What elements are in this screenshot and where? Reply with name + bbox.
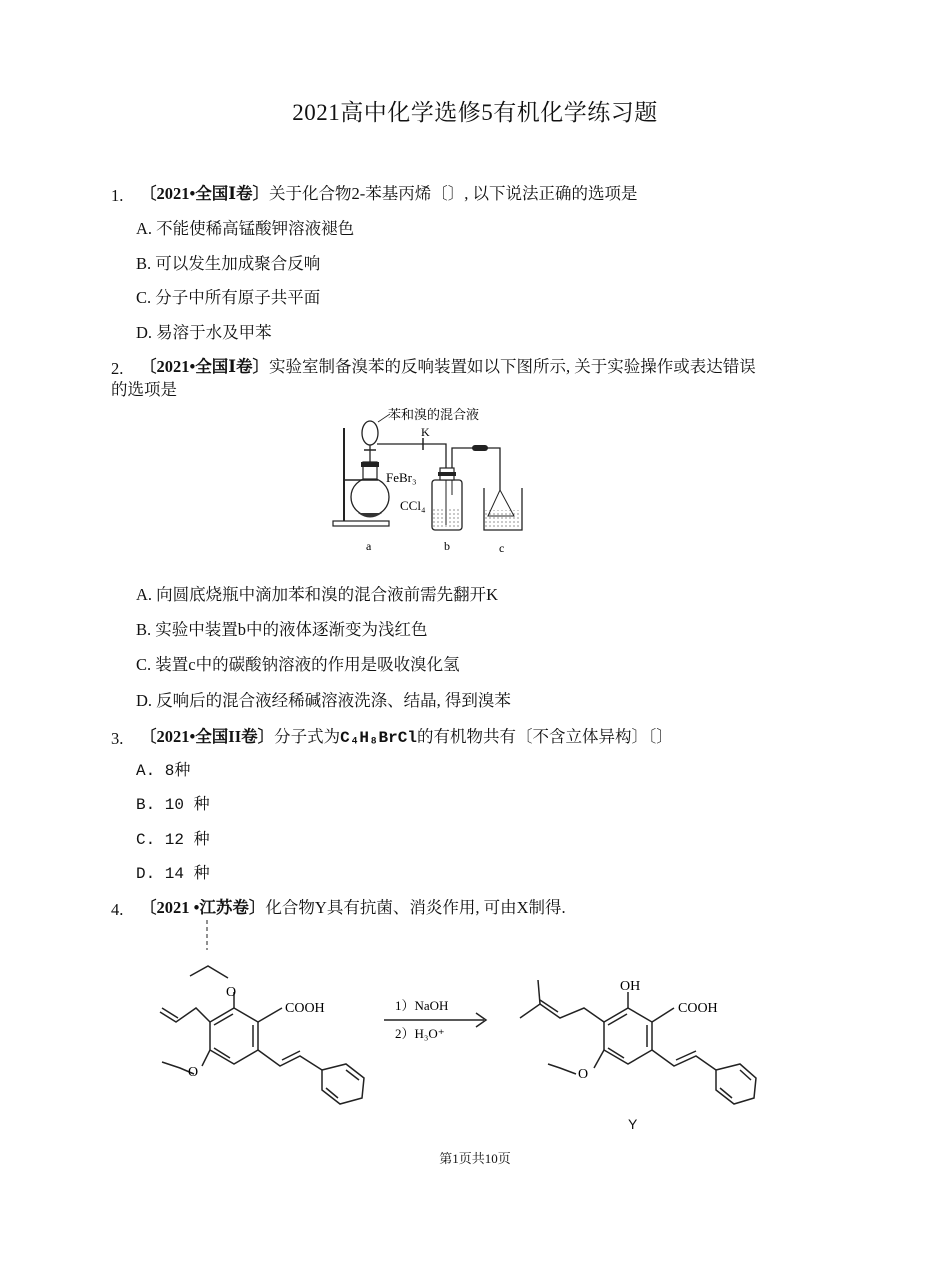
dropping-funnel bbox=[362, 421, 378, 445]
label-k: K bbox=[421, 425, 430, 439]
label-c: c bbox=[499, 541, 505, 555]
question-2-option-a: A. 向圆底烧瓶中滴加苯和溴的混合液前需先翻开K bbox=[136, 585, 499, 604]
question-3-source: 〔2021•全国II卷〕 bbox=[140, 727, 275, 746]
question-3-number: 3. bbox=[111, 729, 124, 748]
condition-step2: 2）H₃O⁺ bbox=[395, 1026, 445, 1041]
flask-stopper bbox=[361, 462, 379, 467]
question-2-text-line2: 的选项是 bbox=[111, 380, 177, 399]
x-methoxy-o-top: O bbox=[226, 985, 237, 1000]
y-oh: OH bbox=[620, 979, 641, 994]
question-3-text-post: 的有机物共有〔不含立体异构〕〔〕 bbox=[416, 727, 673, 746]
label-mixture: 苯和溴的混合液 bbox=[388, 407, 480, 422]
reaction-scheme bbox=[150, 918, 790, 1113]
round-bottom-flask bbox=[351, 478, 389, 516]
question-1-option-d: D. 易溶于水及甲苯 bbox=[136, 323, 272, 342]
compound-y-structure bbox=[520, 980, 756, 1104]
beaker-liquid bbox=[485, 510, 521, 529]
compound-x-structure bbox=[160, 966, 364, 1104]
question-3-formula: C₄H₈BrCl bbox=[340, 729, 417, 747]
question-1-option-c: C. 分子中所有原子共平面 bbox=[136, 288, 321, 307]
question-3-option-a: A. 8种 bbox=[136, 762, 191, 780]
connecting-tube-ab bbox=[377, 444, 446, 468]
label-a: a bbox=[366, 539, 372, 553]
page-footer: 第1页共10页 bbox=[439, 1151, 511, 1166]
page-title: 2021高中化学选修5有机化学练习题 bbox=[292, 100, 658, 125]
y-cooh: COOH bbox=[678, 1001, 718, 1016]
x-cooh: COOH bbox=[285, 1001, 325, 1016]
condition-step1: 1）NaOH bbox=[395, 998, 449, 1013]
question-2-stem bbox=[140, 356, 756, 378]
question-1-option-b: B. 可以发生加成聚合反响 bbox=[136, 254, 321, 273]
rubber-joint bbox=[472, 445, 488, 451]
question-2-source: 〔2021•全国Ⅰ卷〕 bbox=[140, 357, 269, 376]
question-2-option-c: C. 装置c中的碳酸钠溶液的作用是吸收溴化氢 bbox=[136, 655, 460, 674]
question-2-option-d: D. 反响后的混合液经稀碱溶液洗涤、结晶, 得到溴苯 bbox=[136, 691, 511, 710]
connecting-tube-bc bbox=[452, 448, 500, 490]
question-2-text-line1: 实验室制备溴苯的反响装置如以下图所示, 关于实验操作或表达错误 bbox=[269, 357, 756, 376]
question-4-stem bbox=[140, 897, 566, 919]
x-methoxy-o-bottom: O bbox=[188, 1065, 199, 1080]
label-b: b bbox=[444, 539, 450, 553]
question-2-option-b: B. 实验中装置b中的液体逐渐变为浅红色 bbox=[136, 620, 428, 639]
question-3-text-pre: 分子式为 bbox=[274, 727, 341, 746]
question-4-number: 4. bbox=[111, 900, 124, 919]
label-febr3: FeBr₃ bbox=[386, 470, 417, 485]
stand-base bbox=[333, 521, 389, 526]
question-3-option-d: D. 14 种 bbox=[136, 865, 210, 883]
question-1-text: 关于化合物2-苯基丙烯〔〕, 以下说法正确的选项是 bbox=[269, 184, 638, 203]
question-1-source: 〔2021•全国Ⅰ卷〕 bbox=[140, 184, 269, 203]
wash-bottle-stopper bbox=[438, 472, 456, 476]
ccl4-liquid bbox=[433, 507, 461, 529]
question-2-number: 2. bbox=[111, 359, 124, 378]
compound-y-label: Y bbox=[628, 1116, 638, 1132]
apparatus-figure bbox=[328, 400, 533, 560]
question-3-stem bbox=[140, 726, 673, 749]
question-1-number: 1. bbox=[111, 186, 124, 205]
label-ccl4: CCl₄ bbox=[400, 498, 426, 513]
question-4-source: 〔2021 •江苏卷〕 bbox=[140, 898, 266, 917]
question-4-text: 化合物Y具有抗菌、消炎作用, 可由X制得. bbox=[265, 898, 566, 917]
question-3-option-b: B. 10 种 bbox=[136, 796, 210, 814]
flask-iron-filings bbox=[358, 513, 382, 518]
y-methoxy-o: O bbox=[578, 1067, 589, 1082]
question-1-stem bbox=[140, 183, 638, 205]
question-3-option-c: C. 12 种 bbox=[136, 831, 210, 849]
question-1-option-a: A. 不能使稀高锰酸钾溶液褪色 bbox=[136, 219, 355, 238]
